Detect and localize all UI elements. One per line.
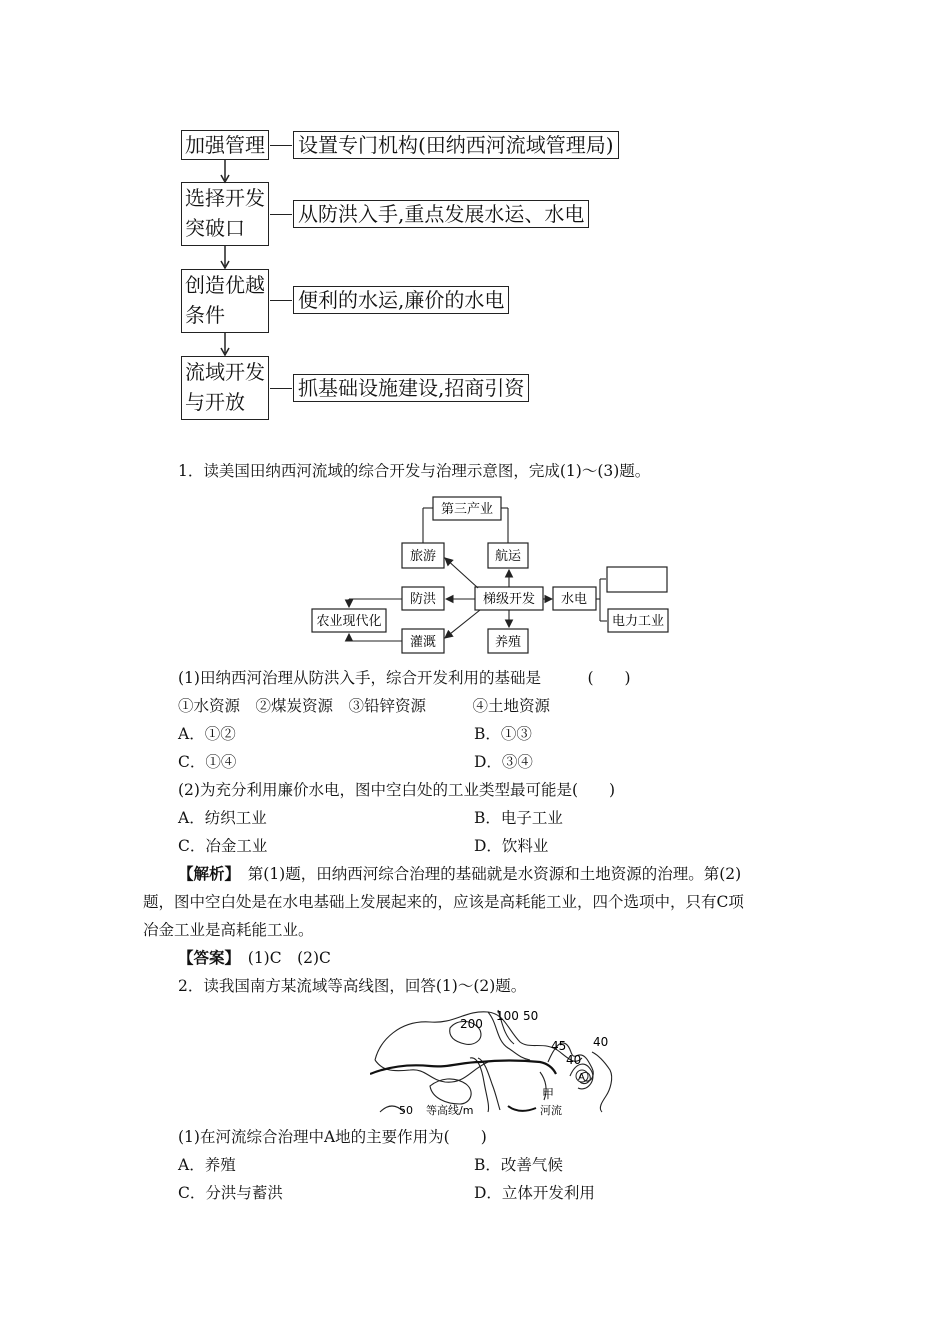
box-blank bbox=[607, 567, 667, 592]
flow-arrow-1 bbox=[217, 160, 233, 184]
q1-answer-line bbox=[178, 948, 331, 968]
q1-analysis-line-3: 冶金工业是高耗能工业。 bbox=[143, 921, 314, 939]
label-c40-outer: 40 bbox=[593, 1035, 609, 1049]
q1-sub2-option-c: C．冶金工业 bbox=[178, 837, 268, 855]
q1-analysis-line-1 bbox=[178, 864, 741, 884]
flow-step-3-label-1: 创造优越 bbox=[185, 273, 265, 297]
label-c100: 100 bbox=[496, 1009, 519, 1023]
flow-step-3-box bbox=[181, 269, 269, 333]
q1-sub2-stem: (2)为充分利用廉价水电，图中空白处的工业类型最可能是( ) bbox=[178, 781, 616, 799]
label-power-industry: 电力工业 bbox=[611, 614, 665, 629]
q1-sub1-option-b: B．①③ bbox=[474, 725, 532, 743]
connectors bbox=[349, 508, 607, 641]
q1-stem: 1．读美国田纳西河流域的综合开发与治理示意图，完成(1)～(3)题。 bbox=[178, 462, 651, 480]
label-hydro: 水电 bbox=[560, 592, 588, 607]
q2-sub1-stem: (1)在河流综合治理中A地的主要作用为( ) bbox=[178, 1128, 487, 1146]
answer-text: (1)C (2)C bbox=[232, 949, 331, 967]
answer-tag: 【答案】 bbox=[178, 948, 233, 967]
label-c40-inner: 40 bbox=[566, 1053, 582, 1067]
flow-step-4-label-1: 流域开发 bbox=[185, 360, 265, 384]
flow-step-2-desc bbox=[293, 200, 589, 228]
label-c45: 45 bbox=[551, 1039, 567, 1053]
q2-stem: 2．读我国南方某流域等高线图，回答(1)～(2)题。 bbox=[178, 977, 527, 995]
q1-sub1-option-d: D．③④ bbox=[474, 753, 533, 771]
q1-sub1-stem: (1)田纳西河治理从防洪入手，综合开发利用的基础是 ( ) bbox=[178, 669, 631, 687]
label-point-a: A bbox=[578, 1072, 585, 1083]
label-cascade: 梯级开发 bbox=[482, 592, 536, 607]
legend-river-symbol bbox=[508, 1106, 536, 1111]
flow-step-1-connector bbox=[270, 145, 292, 146]
flow-step-2-connector bbox=[270, 214, 292, 215]
legend-contour-label: 等高线/m bbox=[426, 1104, 474, 1117]
q1-analysis-line-2: 题，图中空白处是在水电基础上发展起来的，应该是高耗能工业，四个选项中，只有C项 bbox=[143, 893, 744, 911]
label-tourism: 旅游 bbox=[409, 549, 437, 564]
label-jia: 甲 bbox=[542, 1087, 555, 1101]
flow-step-4-desc-text: 抓基础设施建设,招商引资 bbox=[298, 376, 525, 400]
q2-sub1-option-b: B．改善气候 bbox=[474, 1156, 563, 1174]
label-c200: 200 bbox=[460, 1017, 483, 1031]
flow-step-4-label-2: 与开放 bbox=[185, 390, 245, 414]
flow-step-4-box bbox=[181, 356, 269, 420]
flow-step-4-connector bbox=[270, 388, 292, 389]
q2-sub1-option-c: C．分洪与蓄洪 bbox=[178, 1184, 283, 1202]
label-aquaculture: 养殖 bbox=[494, 635, 522, 650]
flow-step-1-label: 加强管理 bbox=[185, 133, 265, 157]
flow-arrow-3 bbox=[217, 333, 233, 357]
flow-step-4-desc bbox=[293, 374, 529, 402]
q1-sub2-option-d: D．饮料业 bbox=[474, 837, 549, 855]
flow-step-1-desc-text: 设置专门机构(田纳西河流域管理局) bbox=[298, 133, 614, 157]
label-tertiary: 第三产业 bbox=[440, 502, 494, 517]
q2-sub1-option-d: D．立体开发利用 bbox=[474, 1184, 595, 1202]
tva-diagram bbox=[300, 490, 680, 660]
legend-contour-value: 50 bbox=[399, 1104, 413, 1117]
label-shipping: 航运 bbox=[494, 549, 522, 564]
q1-sub2-option-b: B．电子工业 bbox=[474, 809, 563, 827]
label-irrigation: 灌溉 bbox=[409, 635, 437, 650]
q1-sub2-option-a: A．纺织工业 bbox=[178, 809, 267, 827]
flow-step-1-box bbox=[181, 130, 269, 160]
river-line bbox=[370, 1061, 556, 1075]
label-agri: 农业现代化 bbox=[316, 614, 382, 629]
flow-step-3-label-2: 条件 bbox=[185, 303, 225, 327]
flow-step-3-connector bbox=[270, 300, 292, 301]
q2-sub1-option-a: A．养殖 bbox=[178, 1156, 236, 1174]
flow-step-2-label-1: 选择开发 bbox=[185, 186, 265, 210]
flow-step-2-label-2: 突破口 bbox=[185, 216, 245, 240]
flow-arrow-2 bbox=[217, 246, 233, 270]
flow-step-2-box bbox=[181, 182, 269, 246]
q1-sub1-option-c: C．①④ bbox=[178, 753, 237, 771]
q1-sub1-option-a: A．①② bbox=[178, 725, 236, 743]
flow-step-3-desc-text: 便利的水运,廉价的水电 bbox=[298, 288, 505, 312]
flow-step-3-desc bbox=[293, 286, 509, 314]
label-c50: 50 bbox=[523, 1009, 539, 1023]
flow-step-1-desc bbox=[293, 131, 619, 159]
label-flood: 防洪 bbox=[409, 592, 437, 607]
contour-map bbox=[370, 1000, 620, 1122]
flow-step-2-desc-text: 从防洪入手,重点发展水运、水电 bbox=[298, 202, 585, 226]
q1-sub1-items: ①水资源 ②煤炭资源 ③铅锌资源 ④土地资源 bbox=[178, 697, 551, 715]
legend-river-label: 河流 bbox=[540, 1104, 562, 1117]
analysis-text-1: 第(1)题，田纳西河综合治理的基础就是水资源和土地资源的治理。第(2) bbox=[232, 865, 742, 883]
analysis-tag: 【解析】 bbox=[178, 864, 233, 883]
